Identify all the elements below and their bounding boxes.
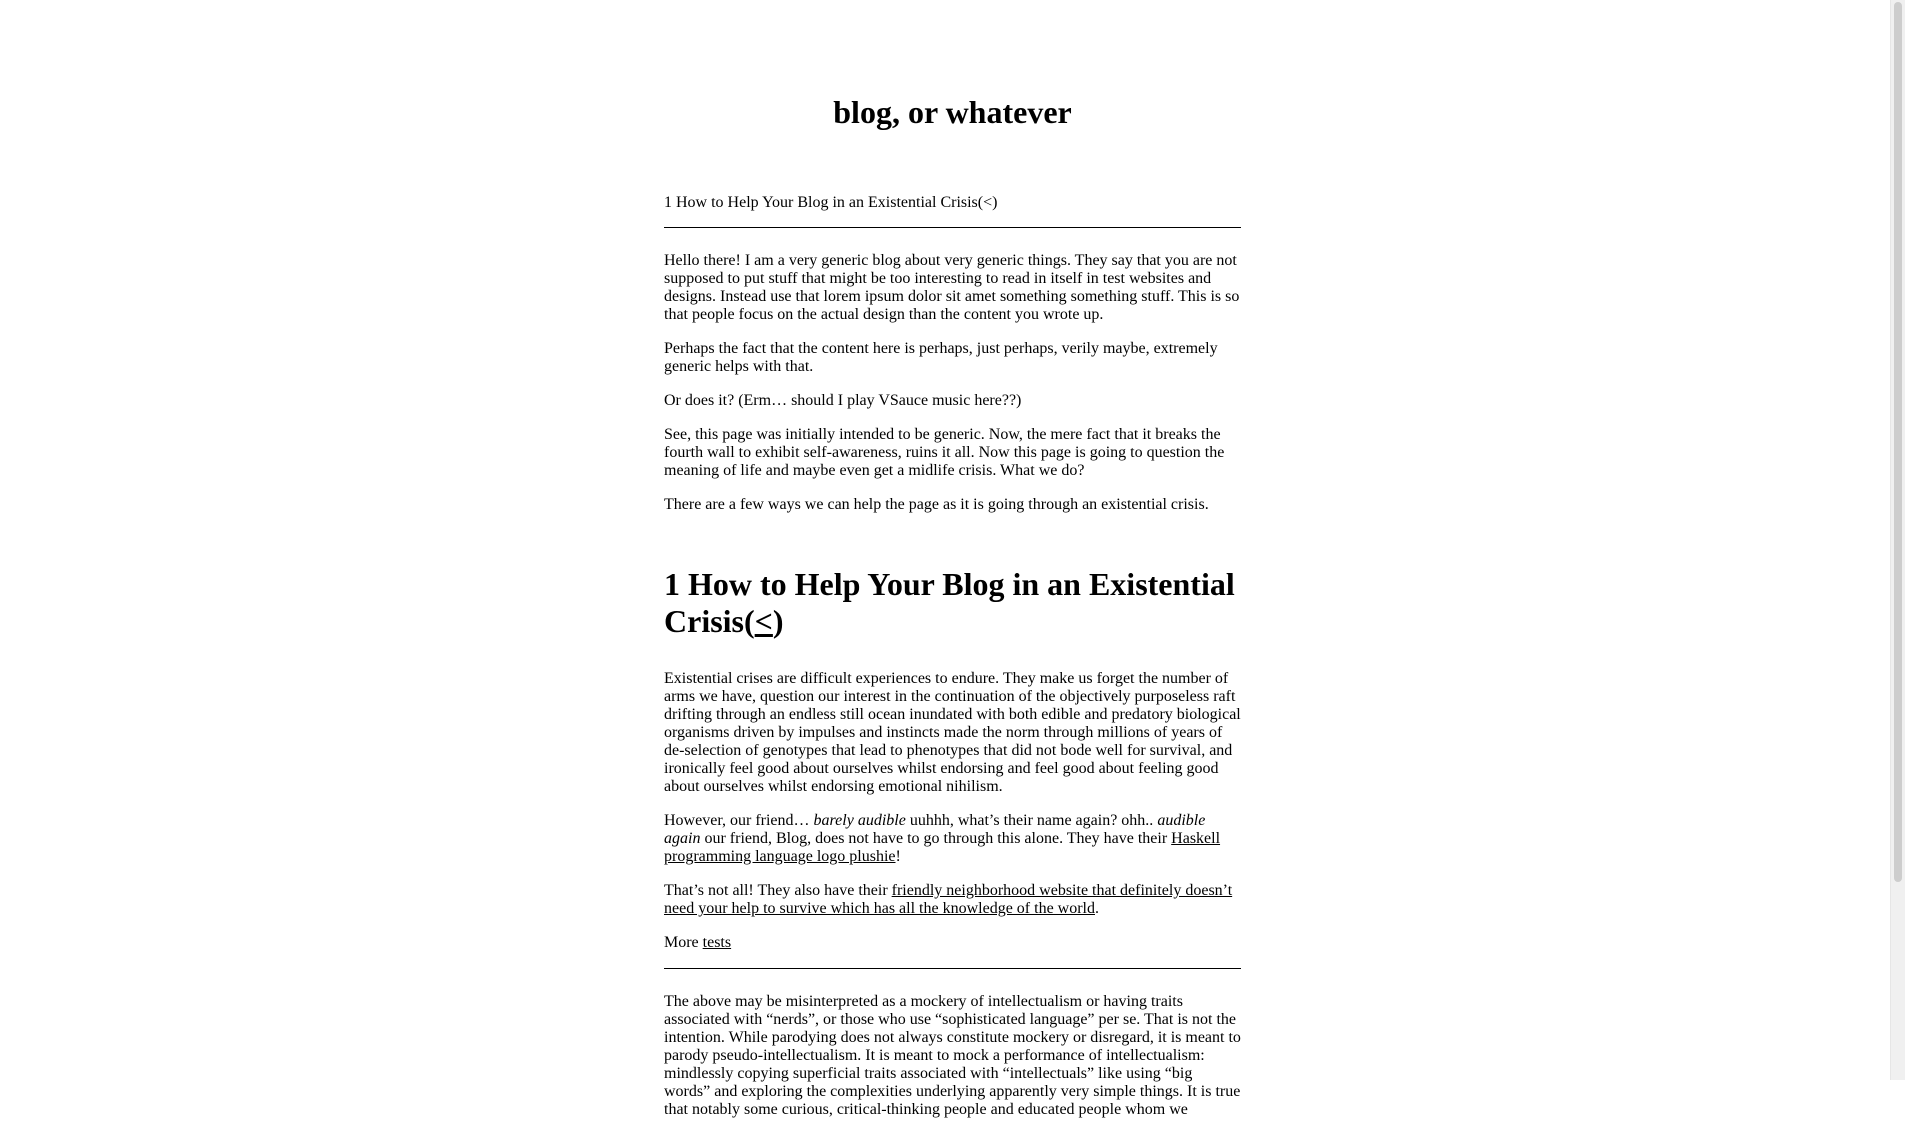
text-span: However, our friend… — [664, 812, 814, 829]
heading-paren-close: ) — [772, 603, 784, 639]
heading-paren-open: ( — [744, 603, 755, 639]
text-span: uuhhh, what’s their name again? ohh.. — [905, 812, 1158, 829]
tests-link[interactable]: tests — [702, 934, 732, 951]
divider — [664, 968, 1241, 969]
emphasis-text: barely audible — [813, 812, 906, 829]
toc-back-link[interactable]: (<) — [977, 194, 998, 211]
article — [664, 194, 1241, 1135]
text-span: That’s not all! They also have their — [664, 882, 892, 899]
heading-back-link[interactable]: < — [754, 603, 773, 639]
vertical-scrollbar[interactable] — [1890, 0, 1905, 1080]
divider — [664, 227, 1241, 228]
scrollbar-thumb[interactable] — [1894, 2, 1902, 882]
neighborhood-website-link[interactable]: friendly neighborhood website that definitely doesn’t need your help to survive which has all the knowledge of the world — [664, 882, 1233, 917]
intro-paragraph: Or does it? (Erm… should I play VSauce music here??) — [664, 392, 1022, 409]
intro-paragraph: There are a few ways we can help the page as it is going through an existential crisis. — [664, 496, 1209, 513]
text-span: More — [664, 934, 703, 951]
toc-entry-link[interactable]: 1 How to Help Your Blog in an Existential Crisis — [664, 194, 978, 211]
haskell-plushie-link[interactable]: Haskell programming language logo plushie — [664, 830, 1221, 865]
section-heading — [664, 566, 1241, 640]
section-paragraph — [664, 934, 1241, 952]
site-title: blog, or whatever — [833, 94, 1072, 130]
section-paragraph — [664, 812, 1241, 866]
text-span: our friend, Blog, does not have to go through this alone. They have their — [700, 830, 1172, 847]
emphasis-text: audible again — [664, 812, 1206, 847]
intro-paragraph: Perhaps the fact that the content here is perhaps, just perhaps, verily maybe, extremely generic helps with that. — [664, 340, 1218, 375]
footer-note-paragraph: The above may be misinterpreted as a mockery of intellectualism or having traits associated with “nerds”, or those who use “sophisticated language” per se. That is not the intention. While parodying does not always constitute mockery or disregard, it is meant to parody pseudo-intellectualism. It is meant to mock a performance of intellectualism: mindlessly copying superficial traits associated with “intellectuals” like using “big words” and exploring the complexities underlying apparently very simple things. It is true that notably some curious, critical-thinking people and educated people whom we — [664, 993, 1241, 1118]
section-heading-text: 1 How to Help Your Blog in an Existential Crisis — [664, 566, 1235, 639]
intro-paragraph: Hello there! I am a very generic blog about very generic things. They say that you are not supposed to put stuff that might be too interesting to read in itself in test websites and designs. Instead use that lorem ipsum dolor sit amet something something stuff. This is so that people focus on the actual design than the content you wrote up. — [664, 252, 1240, 323]
site-header — [0, 0, 1905, 131]
section-paragraph: Existential crises are difficult experiences to endure. They make us forget the number of arms we have, question our interest in the continuation of the objectively purposeless raft drifting through an endless still ocean inundated with both edible and predatory biological organisms driven by impulses and instincts made the norm through millions of years of de-selection of genotypes that lead to phenotypes that did not bode well for survival, and ironically feel good about ourselves whilst endorsing and feel good about feeling good about ourselves whilst endorsing emotional nihilism. — [664, 670, 1241, 795]
text-span: ! — [895, 848, 901, 865]
table-of-contents — [664, 194, 1241, 212]
text-span: . — [1095, 900, 1099, 917]
section-paragraph — [664, 882, 1241, 918]
intro-paragraph: See, this page was initially intended to be generic. Now, the mere fact that it breaks the fourth wall to exhibit self-awareness, ruins it all. Now this page is going to question the meaning of life and maybe even get a midlife crisis. What we do? — [664, 426, 1225, 479]
